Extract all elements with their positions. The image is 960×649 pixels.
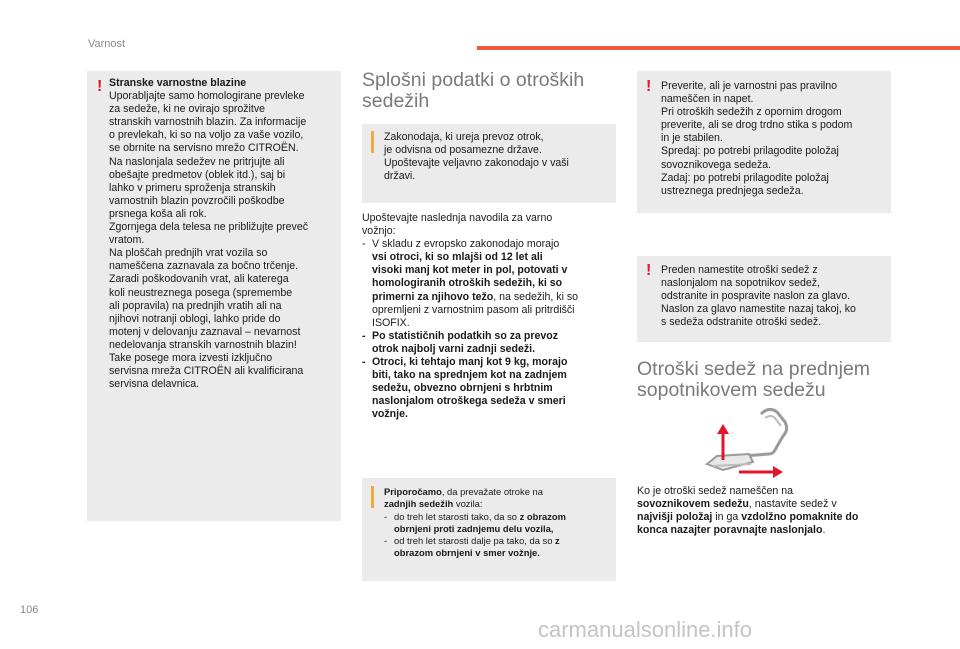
instruction-bold: visoki manj kot meter in pol, potovati v: [372, 264, 568, 277]
warning-line: Na ploščah prednjih vrat vozila so: [109, 247, 268, 260]
warning-line: njihovi notranji oblogi, lahko pride do: [109, 312, 281, 325]
warning-line: Preden namestite otroški sedež z: [661, 264, 818, 276]
safety-instructions: [362, 212, 620, 422]
warning-line: o prevlekah, ki so na voljo za vaše vozilo,: [109, 129, 304, 142]
warning-line: Spredaj: po potrebi prilagodite položaj: [661, 145, 839, 158]
title-line: Splošni podatki o otroških: [362, 69, 585, 91]
rec-bold: z: [555, 535, 560, 547]
info-line: je odvisna od posamezne države.: [384, 144, 542, 157]
warning-line: sovoznikovega sedeža.: [661, 158, 772, 171]
instruction-text: ISOFIX.: [372, 316, 410, 329]
rec-text: od treh let starosti dalje pa tako, da so: [394, 535, 556, 547]
body-bold: vzdolžno pomaknite do: [741, 511, 859, 524]
warning-line: servisna mreža CITROËN ali kvalificirana: [109, 365, 304, 378]
rec-bold: z obrazom: [519, 510, 566, 522]
warning-exclamation-icon: !: [646, 262, 652, 279]
warning-line: lahko v primeru sproženja stranskih: [109, 181, 276, 194]
section-title-front-seat: [637, 359, 870, 401]
warning-line: Uporabljajte samo homologirane prevleke: [109, 90, 305, 103]
headrest-warning-text: [661, 264, 887, 329]
warning-line: obešajte predmetov (oblek itd.), saj bi: [109, 168, 286, 181]
body-bold: sovoznikovem sedežu: [637, 498, 749, 511]
instruction-bold: Po statističnih podatkih so za prevoz: [372, 329, 559, 342]
info-line: Upoštevajte veljavno zakonodajo v vaši: [384, 157, 569, 170]
seatbelt-check-text: [661, 80, 887, 198]
rec-text: , da prevažate otroke na: [441, 486, 543, 497]
rec-text: do treh let starosti tako, da so: [394, 510, 520, 522]
rec-bold: obrnjeni proti zadnjemu delu vozila,: [394, 522, 554, 534]
section-title-general: [362, 70, 584, 112]
warning-line: Naslon za glavo namestite nazaj takoj, ko: [661, 303, 856, 316]
warning-line: Preverite, ali je varnostni pas pravilno: [661, 80, 838, 92]
info-line: državi.: [384, 170, 416, 183]
page-number: 106: [20, 604, 39, 616]
warning-line: servisna delavnica.: [109, 378, 200, 391]
rec-bold: zadnjih sedežih: [384, 498, 454, 510]
title-line: sedežih: [362, 90, 430, 112]
title-line: sopotnikovem sedežu: [637, 379, 826, 401]
rec-item: [384, 511, 612, 536]
instruction-text: opremljeni z varnostnim pasom ali pritrdišči: [372, 303, 575, 316]
instruction-item: [362, 330, 620, 356]
instruction-bold: biti, tako na sprednjem kot na zadnjem: [372, 369, 567, 382]
instruction-bold: sedežu, obvezno obrnjeni s hrbtnim: [372, 382, 553, 395]
warning-title: Stranske varnostne blazine: [109, 77, 247, 89]
warning-line: Zadaj: po potrebi prilagodite položaj: [661, 171, 829, 184]
instruction-bold: vsi otroci, ki so mlajši od 12 let ali: [372, 251, 543, 264]
instruction-bold: naslonjalom otroškega sedeža v smeri: [372, 395, 566, 408]
instruction-item: [362, 356, 620, 421]
warning-line: odstranite in pospravite naslon za glavo.: [661, 290, 851, 303]
header-accent-bar: [477, 46, 960, 50]
intro-line: vožnjo:: [362, 225, 396, 238]
body-bold: konca nazajter poravnajte naslonjalo: [637, 524, 823, 537]
legislation-info-text: [384, 131, 609, 183]
warning-line: naslonjalom na sopotnikov sedež,: [661, 277, 821, 290]
instruction-bold: primerni za njihovo težo: [372, 290, 494, 303]
info-line: Zakonodaja, ki ureja prevoz otrok,: [384, 131, 544, 143]
warning-line: Na naslonjala sedežev ne pritrjujte ali: [109, 155, 285, 168]
rec-text: vozila:: [453, 498, 483, 510]
warning-line: nedelovanja stranskih varnostnih blazin!: [109, 338, 297, 351]
warning-line: s sedeža odstranite otroški sedež.: [661, 316, 822, 329]
section-label: Varnost: [88, 38, 126, 50]
info-icon: [371, 131, 374, 153]
body-text: .: [822, 524, 826, 537]
warning-line: ali popravila) na prednjih vratih ali na: [109, 299, 282, 312]
rec-bold: obrazom obrnjeni v smer vožnje.: [394, 547, 540, 559]
warning-line: Pri otroških sedežih z opornim drogom: [661, 106, 842, 119]
warning-line: Zaradi poškodovanih vrat, ali katerega: [109, 273, 289, 286]
warning-line: preverite, ali se drog trdno stika s podom: [661, 119, 853, 132]
warning-line: Take posege mora izvesti izključno: [109, 351, 273, 364]
instruction-bold: homologiranih otroških sedežih, ki so: [372, 277, 563, 290]
instruction-bold: vožnje.: [372, 408, 408, 421]
rec-item: [384, 535, 612, 560]
watermark: carmanualsonline.info: [538, 617, 753, 642]
intro-line: Upoštevajte naslednja navodila za varno: [362, 212, 553, 224]
body-bold: najvišji položaj: [637, 511, 713, 524]
instruction-item: [362, 238, 620, 330]
instruction-text: , na sedežih, ki so: [493, 290, 579, 303]
warning-line: ustreznega prednjega sedeža.: [661, 184, 804, 197]
title-line: Otroški sedež na prednjem: [637, 358, 871, 380]
warning-line: prsnega koša ali rok.: [109, 207, 207, 220]
instruction-bold: otrok najbolj varni zadnji sedeži.: [372, 342, 536, 355]
warning-line: in je stabilen.: [661, 132, 723, 145]
warning-line: vratom.: [109, 234, 145, 247]
warning-line: nameščena zaznavala za bočno trčenje.: [109, 260, 299, 273]
instruction-bold: Otroci, ki tehtajo manj kot 9 kg, morajo: [372, 356, 568, 369]
warning-exclamation-icon: !: [97, 78, 103, 95]
warning-line: se obrnite na servisno mrežo CITROËN.: [109, 142, 299, 155]
body-text: in ga: [712, 511, 742, 524]
body-text: Ko je otroški sedež nameščen na: [637, 485, 794, 497]
side-airbag-warning-text: [109, 77, 341, 391]
warning-line: Zgornjega dela telesa ne približujte preveč: [109, 221, 309, 234]
recommendation-text: [384, 486, 612, 560]
rec-bold: Priporočamo: [384, 486, 442, 497]
warning-line: stranskih varnostnih blazin. Za informacije: [109, 116, 307, 129]
warning-line: nameščen in napet.: [661, 93, 754, 106]
warning-line: koli neustreznega posega (spremembe: [109, 286, 293, 299]
seat-adjustment-icon: [703, 404, 803, 482]
warning-line: za sedeže, ki ne ovirajo sprožitve: [109, 103, 266, 116]
instruction-text: V skladu z evropsko zakonodajo morajo: [372, 238, 560, 251]
info-icon: [371, 486, 374, 508]
warning-line: varnostnih blazin povzročili poškodbe: [109, 194, 285, 207]
warning-line: motenj v delovanju zaznaval – nevarnost: [109, 325, 301, 338]
body-text: , nastavite sedež v: [748, 498, 837, 511]
front-seat-instruction: [637, 485, 897, 537]
warning-exclamation-icon: !: [646, 78, 652, 95]
